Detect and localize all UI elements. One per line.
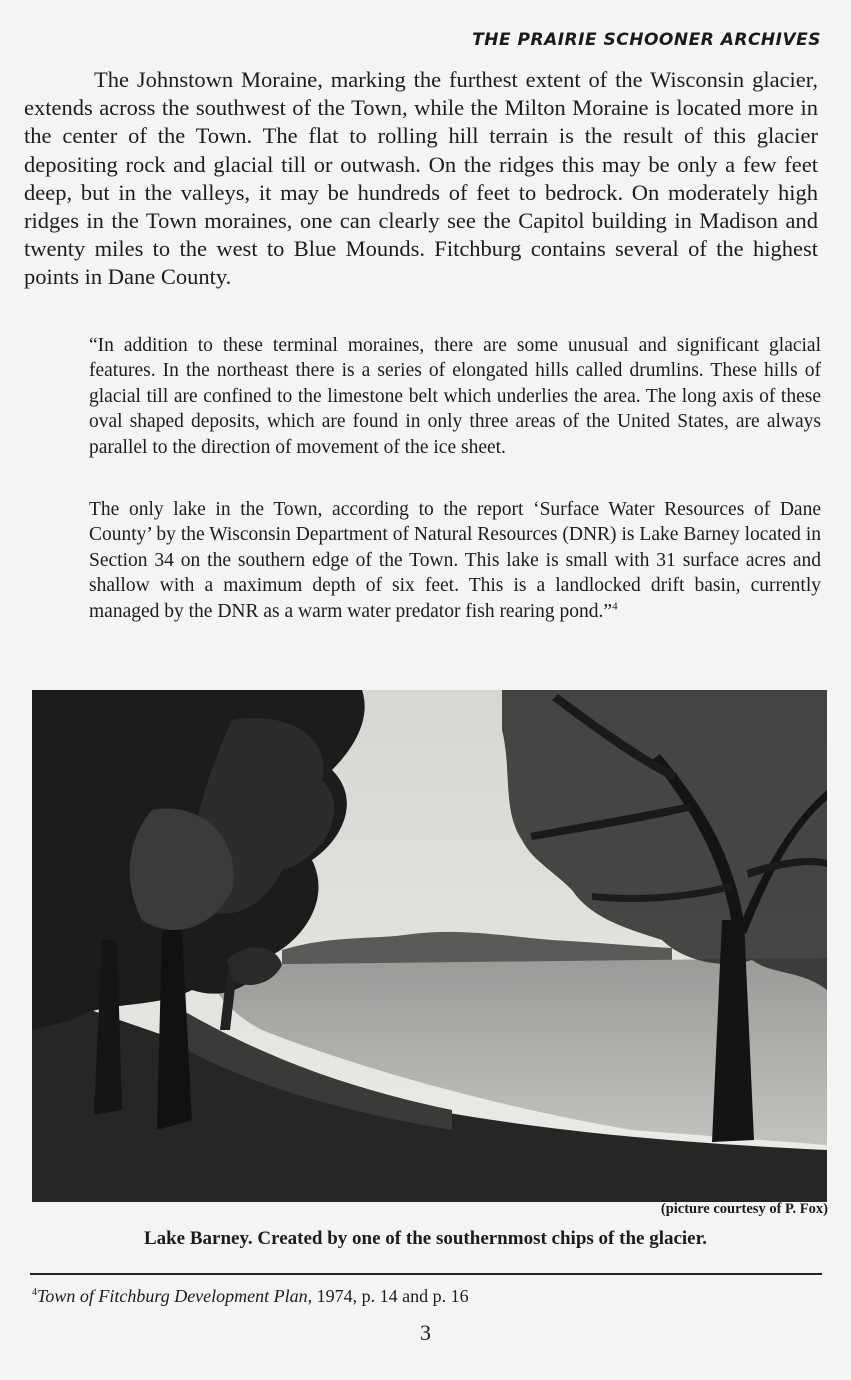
running-head: THE PRAIRIE SCHOONER ARCHIVES <box>472 30 821 50</box>
footnote-citation: 1974, p. 14 and p. 16 <box>312 1286 469 1306</box>
quote-paragraph-lake-barney <box>89 497 821 624</box>
quote-text: The only lake in the Town, according to the report ‘Surface Water Resources of Dane County’ by the Wisconsin Department of Natural Resources (DNR) is Lake Barney located in Section 34 on the southern edge of the Town. This lake is small with 31 surface acres and shallow with a maximum depth of six feet. This is a landlocked drift basin, currently managed by the DNR as a warm water predator fish rearing pond.” <box>89 499 821 622</box>
body-paragraph: The Johnstown Moraine, marking the furthest extent of the Wisconsin glacier, extends across the southwest of the Town, while the Milton Moraine is located more in the center of the Town. The flat to rolling hill terrain is the result of this glacier depositing rock and glacial till or outwash. On the ridges this may be only a few feet deep, but in the valleys, it may be hundreds of feet to bedrock. On moderately high ridges in the Town moraines, one can clearly see the Capitol building in Madison and twenty miles to the west to Blue Mounds. Fitchburg contains several of the highest points in Dane County. <box>24 67 818 290</box>
footnote-divider <box>30 1273 822 1275</box>
lake-barney-photo <box>32 690 827 1202</box>
footnote-number: 4 <box>32 1287 37 1298</box>
quote-paragraph-drumlins: “In addition to these terminal moraines, there are some unusual and significant glacial features. In the northeast there is a series of elongated hills called drumlins. These hills of glacial till are confined to the limestone belt which underlies the area. The long axis of these oval shaped deposits, which are found in only three areas of the United States, are always parallel to the direction of movement of the ice sheet. <box>89 335 821 458</box>
footnote-marker: 4 <box>612 600 618 613</box>
photo-credit: (picture courtesy of P. Fox) <box>660 1201 828 1217</box>
page-number: 3 <box>420 1320 431 1345</box>
footnote-source-title: Town of Fitchburg Development Plan, <box>37 1286 313 1306</box>
photo-caption: Lake Barney. Created by one of the southernmost chips of the glacier. <box>143 1228 708 1249</box>
footnote <box>32 1286 469 1307</box>
lake-photo-illustration <box>32 690 827 1202</box>
